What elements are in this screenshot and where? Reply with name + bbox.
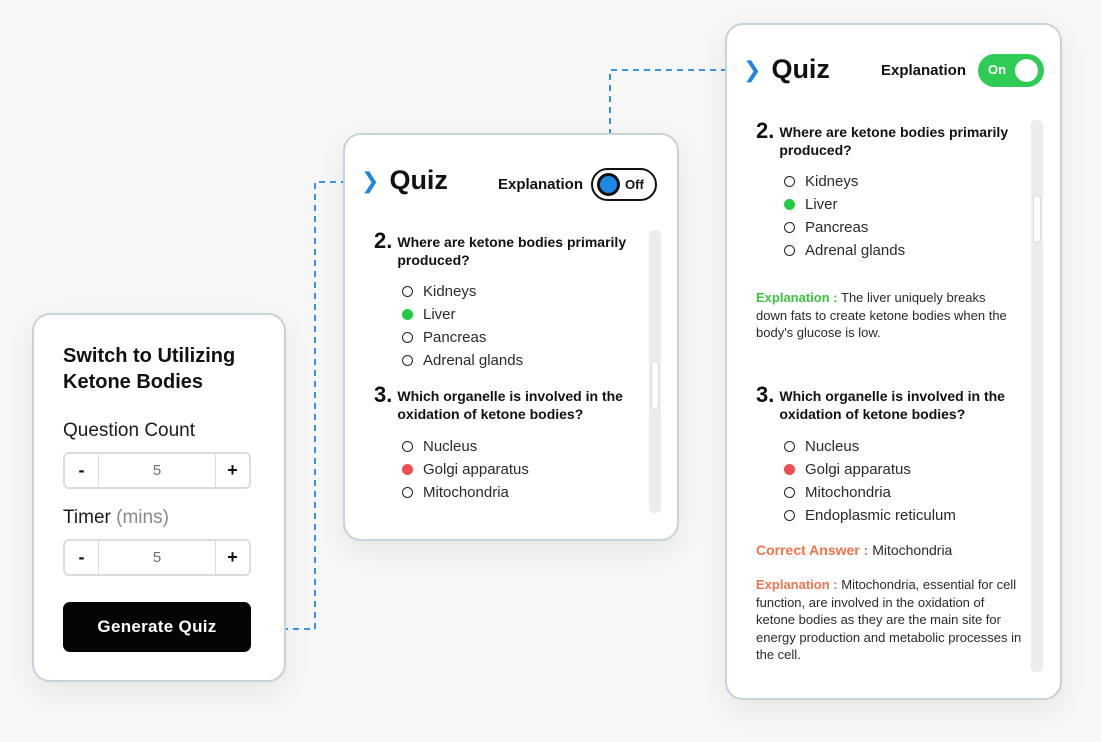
question-number: 2. [756, 118, 775, 143]
question-text: Which organelle is involved in the oxidation of ketone bodies? [397, 388, 623, 422]
toggle-knob [1015, 59, 1038, 82]
question-text: Where are ketone bodies primarily produced? [779, 124, 1009, 158]
quiz-card-explanation-off [343, 133, 679, 541]
scrollbar-track[interactable] [649, 230, 661, 513]
toggle-state-text: On [988, 62, 1007, 77]
radio-button[interactable] [402, 355, 413, 366]
scrollbar-thumb[interactable] [1033, 195, 1041, 243]
question-count-value[interactable]: 5 [152, 462, 162, 479]
correct-answer-label: Correct Answer : [756, 542, 869, 558]
question-number: 3. [756, 382, 775, 407]
explanation-text: The liver uniquely breaks down fats to create ketone bodies when the body's glucose is low. [756, 290, 1007, 340]
option-kidneys[interactable] [402, 280, 523, 303]
explanation-text: Mitochondria, essential for cell function, are involved in the oxidation of ketone bodies as they are the main site for energy production and metabolic processes in the cell. [756, 577, 1022, 662]
explanation-toggle-group [498, 168, 657, 201]
timer-label-text: Timer [63, 507, 111, 528]
option-label: Golgi apparatus [805, 461, 911, 478]
option-label: Liver [423, 306, 456, 323]
question-count-label [63, 420, 195, 442]
question-3 [756, 384, 1014, 423]
option-adrenal-glands[interactable] [784, 239, 905, 262]
correct-answer-value: Mitochondria [872, 542, 953, 558]
scrollbar-track[interactable] [1031, 120, 1043, 672]
question-3-options [402, 435, 529, 504]
radio-button[interactable] [402, 441, 413, 452]
timer-increment-button[interactable]: + [215, 541, 249, 574]
radio-button[interactable] [784, 245, 795, 256]
question-3-options [784, 435, 956, 527]
option-label: Adrenal glands [423, 352, 524, 369]
question-count-stepper [63, 452, 251, 489]
timer-stepper [63, 539, 251, 576]
explanation-toggle-group [881, 54, 1044, 87]
option-mitochondria[interactable] [784, 481, 956, 504]
radio-button[interactable] [402, 487, 413, 498]
radio-button-incorrect[interactable] [784, 464, 795, 475]
explanation-toggle-label: Explanation [498, 176, 584, 193]
option-mitochondria[interactable] [402, 481, 529, 504]
option-label: Pancreas [423, 329, 487, 346]
option-label: Endoplasmic reticulum [805, 507, 956, 524]
option-label: Mitochondria [805, 484, 891, 501]
radio-button[interactable] [784, 222, 795, 233]
question-2-options [402, 280, 523, 372]
explanation-toggle[interactable] [591, 168, 657, 201]
timer-value[interactable]: 5 [152, 549, 162, 566]
option-nucleus[interactable] [402, 435, 529, 458]
option-pancreas[interactable] [784, 216, 905, 239]
timer-label [63, 507, 169, 529]
quiz-card-explanation-on [725, 23, 1062, 700]
question-3-explanation [756, 576, 1026, 664]
quiz-title: Quiz [771, 54, 830, 84]
radio-button[interactable] [784, 487, 795, 498]
radio-button[interactable] [784, 441, 795, 452]
toggle-knob [597, 173, 620, 196]
explanation-toggle-label: Explanation [881, 62, 967, 79]
timer-decrement-button[interactable]: - [65, 541, 99, 574]
option-label: Nucleus [423, 438, 478, 455]
radio-button[interactable] [402, 332, 413, 343]
question-number: 3. [374, 382, 393, 407]
question-number: 2. [374, 228, 393, 253]
chevron-right-icon[interactable]: ❯ [743, 56, 762, 82]
option-adrenal-glands[interactable] [402, 349, 523, 372]
scrollbar-thumb[interactable] [651, 361, 659, 409]
explanation-toggle[interactable] [978, 54, 1044, 87]
option-label: Adrenal glands [805, 242, 906, 259]
chevron-right-icon[interactable]: ❯ [361, 167, 380, 193]
quiz-title: Quiz [389, 165, 448, 195]
option-golgi-apparatus[interactable] [402, 458, 529, 481]
question-2 [756, 120, 1009, 159]
question-count-increment-button[interactable]: + [215, 454, 249, 487]
option-label: Kidneys [423, 283, 477, 300]
question-count-label-text: Question Count [63, 420, 196, 441]
correct-answer [756, 542, 952, 558]
option-label: Golgi apparatus [423, 461, 529, 478]
option-label: Kidneys [805, 173, 859, 190]
option-endoplasmic-reticulum[interactable] [784, 504, 956, 527]
quiz-config-card [32, 313, 286, 682]
option-label: Pancreas [805, 219, 869, 236]
question-2-explanation [756, 289, 1011, 342]
radio-button[interactable] [784, 176, 795, 187]
toggle-state-text: Off [625, 177, 644, 192]
radio-button-incorrect[interactable] [402, 464, 413, 475]
question-2-options [784, 170, 905, 262]
quiz-header [743, 54, 830, 85]
radio-button[interactable] [402, 286, 413, 297]
option-label: Nucleus [805, 438, 860, 455]
option-golgi-apparatus[interactable] [784, 458, 956, 481]
explanation-label: Explanation : [756, 290, 838, 305]
option-kidneys[interactable] [784, 170, 905, 193]
question-2 [374, 230, 627, 269]
timer-unit-text: (mins) [116, 507, 169, 528]
question-3 [374, 384, 632, 423]
radio-button-correct[interactable] [784, 199, 795, 210]
radio-button[interactable] [784, 510, 795, 521]
option-label: Mitochondria [423, 484, 509, 501]
radio-button-correct[interactable] [402, 309, 413, 320]
question-text: Where are ketone bodies primarily produced? [397, 234, 627, 268]
explanation-label: Explanation : [756, 577, 838, 592]
generate-quiz-button[interactable]: Generate Quiz [63, 602, 251, 652]
option-liver[interactable] [402, 303, 523, 326]
quiz-header [361, 165, 448, 196]
option-pancreas[interactable] [402, 326, 523, 349]
option-nucleus[interactable] [784, 435, 956, 458]
option-label: Liver [805, 196, 838, 213]
option-liver[interactable] [784, 193, 905, 216]
question-count-decrement-button[interactable]: - [65, 454, 99, 487]
config-title: Switch to Utilizing Ketone Bodies [63, 345, 236, 393]
question-text: Which organelle is involved in the oxidation of ketone bodies? [779, 388, 1005, 422]
